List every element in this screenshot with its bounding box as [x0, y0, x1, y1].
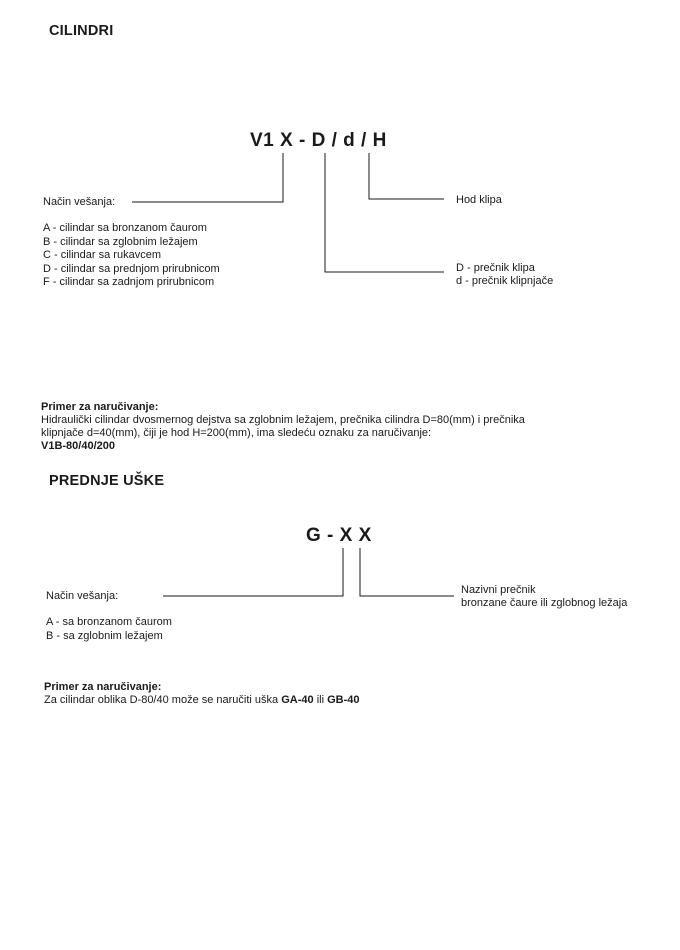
nominal-diameter-label: Nazivni prečnik: [461, 584, 536, 596]
mount-options-list: [43, 222, 220, 290]
mount-option: D - cilindar sa prednjom prirubnicom: [43, 262, 220, 275]
eye-options-list: [46, 616, 172, 643]
connector-stroke: [369, 153, 444, 199]
piston-diameter-label: D - prečnik klipa: [456, 262, 535, 274]
section-title-cilindri: CILINDRI: [49, 23, 114, 39]
connector-diameters: [325, 153, 444, 272]
connector-mount-type-2: [163, 548, 343, 596]
order-code-ga: GA-40: [281, 694, 314, 706]
order-example-text: ili: [313, 694, 328, 706]
mount-option: F - cilindar sa zadnjom prirubnicom: [43, 276, 215, 288]
eye-code: G - X X: [306, 525, 372, 546]
mount-option: C - cilindar sa rukavcem: [43, 249, 161, 261]
section-title-prednje-uske: PREDNJE UŠKE: [49, 473, 165, 489]
cylinder-code: V1 X - D / d / H: [250, 130, 387, 151]
mount-type-label: Način vešanja:: [43, 196, 116, 208]
connector-mount-type: [132, 153, 283, 202]
order-example-title-2: Primer za naručivanje:: [44, 681, 162, 693]
order-code-gb: GB-40: [327, 694, 360, 706]
order-example-line-2: [44, 694, 360, 708]
connector-nominal: [360, 548, 454, 596]
mount-type-label-2: Način vešanja:: [46, 590, 119, 602]
order-example-line: klipnjače d=40(mm), čiji je hod H=200(mm), ima sledeću oznaku za naručivanje:: [41, 427, 432, 439]
order-example-title: Primer za naručivanje:: [41, 401, 159, 413]
eye-option: B - sa zglobnim ležajem: [46, 629, 163, 642]
nominal-diameter-label: bronzane čaure ili zglobnog ležaja: [461, 597, 628, 609]
mount-option: A - cilindar sa bronzanom čaurom: [43, 222, 207, 234]
order-example-code: V1B-80/40/200: [41, 440, 115, 452]
order-example-line: Hidraulički cilindar dvosmernog dejstva sa zglobnim ležajem, prečnika cilindra D=80(mm) i prečnika: [41, 414, 525, 426]
mount-option: B - cilindar sa zglobnim ležajem: [43, 235, 198, 248]
order-example-text: Za cilindar oblika D-80/40 može se naručiti uška: [44, 694, 282, 706]
stroke-label: Hod klipa: [456, 194, 502, 206]
eye-option: A - sa bronzanom čaurom: [46, 616, 172, 628]
rod-diameter-label: d - prečnik klipnjače: [456, 275, 554, 287]
